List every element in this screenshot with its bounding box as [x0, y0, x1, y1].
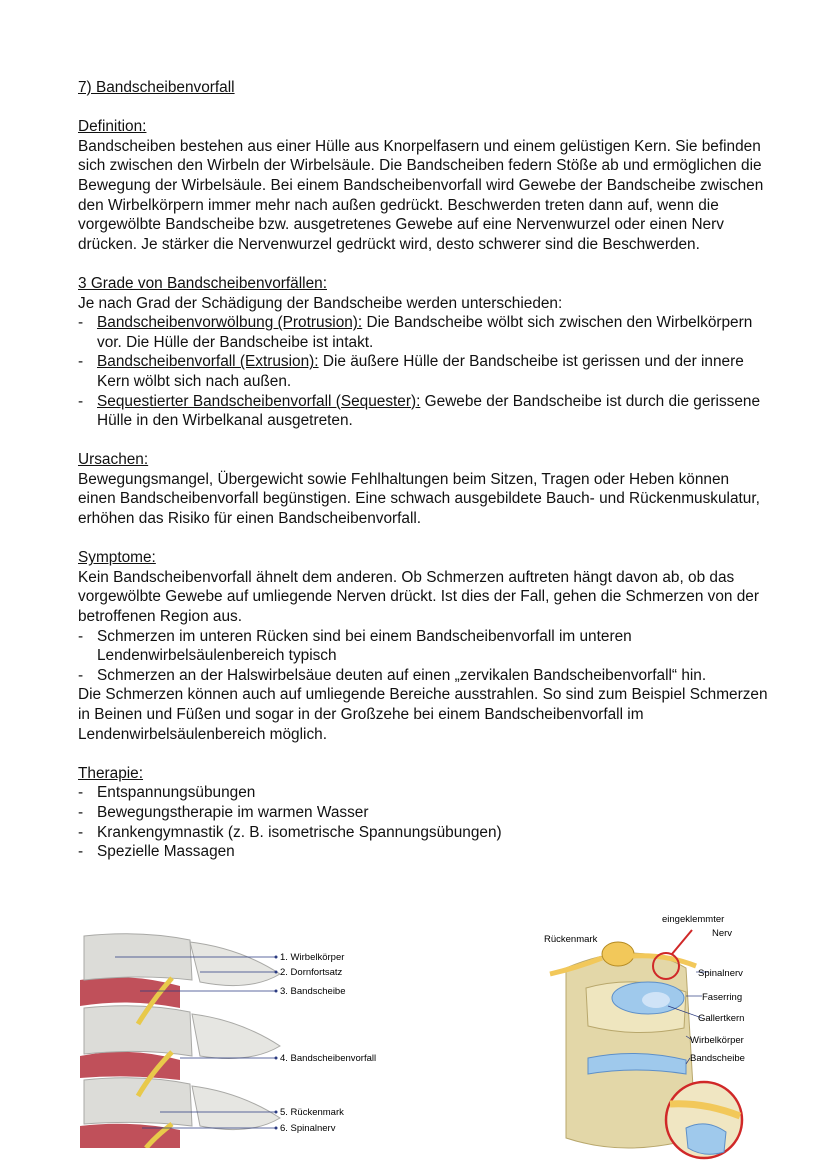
figure-label: Wirbelkörper	[690, 1035, 744, 1046]
definition-text: Bandscheiben bestehen aus einer Hülle aus Knorpelfasern und einem gelüstigen Kern. Sie befinden sich zwischen den Wirbeln der Wirbelsäule. Die Bandscheiben federn Stöße ab und ermöglichen die Bewegung der Wirbelsäule. Bei einem Bandscheibenvorfall wird Gewebe der Bandscheibe zwischen den Wirbelkörpern immer mehr nach außen gedrückt. Beschwerden treten dann auf, wenn die vorgewölbte Bandscheibe bzw. ausgetretenes Gewebe auf eine Nervenwurzel oder einen Nerv drücken. Je stärker die Nervenwurzel gedrückt wird, desto schwerer sind die Beschwerden.	[78, 137, 764, 253]
spine-side-illustration	[80, 928, 420, 1148]
figure-label: 2. Dornfortsatz	[280, 967, 343, 978]
figure-label: Gallertkern	[698, 1013, 745, 1024]
list-item	[78, 783, 768, 803]
bullet-dash: -	[78, 627, 84, 645]
vertebra-body	[84, 1078, 192, 1126]
grade-term: Bandscheibenvorfall (Extrusion):	[97, 353, 319, 371]
figure-label: 3. Bandscheibe	[280, 986, 346, 997]
figure-label: Nerv	[712, 928, 733, 939]
therapy-text: Krankengymnastik (z. B. isometrische Spannungsübungen)	[97, 823, 502, 841]
figure-label: Rückenmark	[544, 934, 598, 945]
list-item	[78, 842, 768, 862]
therapy-text: Entspannungsübungen	[97, 784, 256, 802]
symptom-text: Schmerzen an der Halswirbelsäue deuten auf einen „zervikalen Bandscheibenvorfall“ hin.	[97, 666, 707, 684]
list-item	[78, 352, 768, 391]
therapy-text: Bewegungstherapie im warmen Wasser	[97, 803, 369, 821]
bullet-dash: -	[78, 803, 84, 821]
list-item	[78, 666, 768, 686]
figure-label: 4. Bandscheibenvorfall	[280, 1053, 377, 1064]
spinal-cord	[602, 942, 634, 966]
spinous-process	[190, 942, 280, 986]
bullet-dash: -	[78, 784, 84, 802]
list-item	[78, 803, 768, 823]
figure-label: Spinalnerv	[698, 968, 743, 979]
grades-intro: Je nach Grad der Schädigung der Bandscheibe werden unterschieden:	[78, 294, 563, 312]
spinous-process	[192, 1086, 280, 1130]
list-item	[78, 392, 768, 431]
list-item	[78, 627, 768, 666]
vertebra-body	[84, 1006, 192, 1056]
spinous-process	[192, 1014, 280, 1058]
figure-label: eingeklemmter	[662, 914, 725, 925]
bullet-dash: -	[78, 843, 84, 861]
causes-heading: Ursachen:	[78, 451, 149, 469]
grades-heading: 3 Grade von Bandscheibenvorfällen:	[78, 274, 327, 292]
figure-label: 6. Spinalnerv	[280, 1123, 336, 1134]
figure-label: Faserring	[702, 992, 743, 1003]
symptoms-outro: Die Schmerzen können auch auf umliegende Bereiche ausstrahlen. So sind zum Beispiel Schmerzen in Beinen und Füßen und sogar in der Großzehe bei einem Bandscheibenvorfall im Lendenwirbelsäulenbereich möglich.	[78, 686, 768, 743]
figure-label: Bandscheibe	[690, 1053, 745, 1064]
bullet-dash: -	[78, 353, 84, 371]
list-item	[78, 313, 768, 352]
grade-term: Bandscheibenvorwölbung (Protrusion):	[97, 314, 363, 332]
bullet-dash: -	[78, 823, 84, 841]
causes-text: Bewegungsmangel, Übergewicht sowie Fehlhaltungen beim Sitzen, Tragen oder Heben können einen Bandscheibenvorfall begünstigen. Eine schwach ausgebildete Bauch- und Rückenmuskulatur, erhöhen das Risiko für einen Bandscheibenvorfall.	[78, 470, 760, 528]
grade-term: Sequestierter Bandscheibenvorfall (Sequester):	[97, 392, 421, 410]
figure-label: 5. Rückenmark	[280, 1107, 344, 1118]
bullet-dash: -	[78, 314, 84, 332]
therapy-text: Spezielle Massagen	[97, 843, 235, 861]
disc-shape	[686, 1124, 726, 1154]
grade-text: Die äußere Hülle der Bandscheibe ist gerissen und der innere Kern wölbt sich nach außen.	[97, 353, 744, 390]
definition-heading: Definition:	[78, 118, 147, 136]
grade-text: Gewebe der Bandscheibe ist durch die gerissene Hülle in den Wirbelkanal ausgetreten.	[97, 392, 761, 430]
gel-core	[642, 992, 670, 1008]
document-body	[78, 78, 768, 862]
grade-text: Die Bandscheibe wölbt sich zwischen den Wirbelkörpern vor. Die Hülle der Bandscheibe ist intakt.	[97, 314, 753, 351]
bullet-dash: -	[78, 392, 84, 410]
vertebra-nerve-illustration	[536, 908, 776, 1163]
symptoms-heading: Symptome:	[78, 549, 156, 567]
page-title: 7) Bandscheibenvorfall	[78, 79, 235, 96]
symptom-text: Schmerzen im unteren Rücken sind bei einem Bandscheibenvorfall im unteren Lendenwirbelsäulenbereich typisch	[97, 627, 632, 665]
bullet-dash: -	[78, 666, 84, 684]
symptoms-intro: Kein Bandscheibenvorfall ähnelt dem anderen. Ob Schmerzen auftreten hängt davon ab, ob das vorgewölbte Gewebe auf umliegende Nerven drückt. Ist dies der Fall, gehen die Schmerzen von der betroffenen Region aus.	[78, 568, 759, 626]
list-item	[78, 823, 768, 843]
therapy-heading: Therapie:	[78, 764, 144, 782]
figure-label: 1. Wirbelkörper	[280, 952, 345, 963]
disc-shape	[80, 977, 180, 1008]
